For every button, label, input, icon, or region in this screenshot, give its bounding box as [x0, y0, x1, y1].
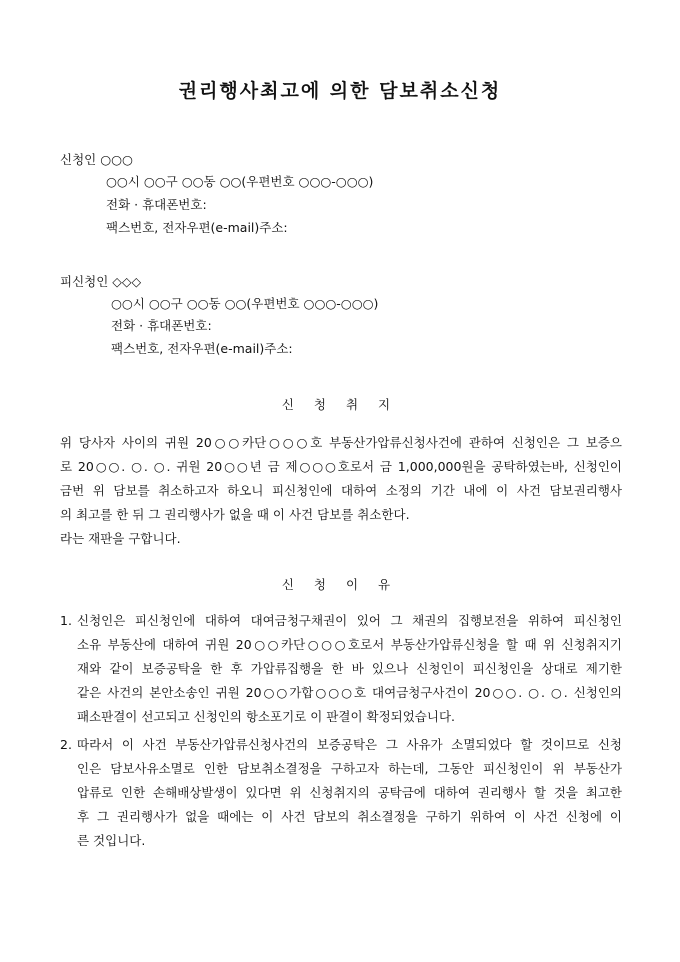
- respondent-fax-email: 팩스번호, 전자우편(e-mail)주소:: [111, 341, 293, 356]
- reason-line: 재와 같이 보증공탁을 한 후 가압류집행을 한 바 있으나 신청인이 피신청인을 상대로 제기한: [77, 661, 622, 676]
- purpose-line: 금번 위 담보를 취소하고자 하오니 피신청인에 대하여 소정의 기간 내에 이 사건 담보권리행사: [60, 483, 622, 498]
- applicant-label: 신청인 ○○○: [60, 152, 133, 167]
- reason-number: 1.: [60, 613, 72, 628]
- applicant-address: ○○시 ○○구 ○○동 ○○(우편번호 ○○○-○○○): [106, 174, 374, 189]
- purpose-heading: 신 청 취 지: [281, 397, 399, 412]
- reason-line: 른 것입니다.: [77, 833, 146, 848]
- document-title: 권리행사최고에 의한 담보취소신청: [178, 80, 502, 102]
- purpose-paragraph: [60, 431, 622, 551]
- reasons-heading: 신 청 이 유: [281, 577, 399, 592]
- respondent-phone: 전화 · 휴대폰번호:: [111, 318, 212, 333]
- reason-item-2: [60, 733, 622, 853]
- reason-line: 압류로 인한 손해배상발생이 있다면 위 신청취지의 공탁금에 대하여 권리행사 할 것을 최고한: [77, 785, 622, 800]
- reason-line: 소유 부동산에 대하여 귀원 20○○카단○○○호로서 부동산가압류신청을 할 때 위 신청취지기: [77, 637, 622, 652]
- respondent-address: ○○시 ○○구 ○○동 ○○(우편번호 ○○○-○○○): [111, 296, 379, 311]
- applicant-phone: 전화 · 휴대폰번호:: [106, 197, 207, 212]
- reason-line: 인은 담보사유소멸로 인한 담보취소결정을 구하고자 하는데, 그동안 피신청인이 위 부동산가: [77, 761, 622, 776]
- reason-line: 신청인은 피신청인에 대하여 대여금청구채권이 있어 그 채권의 집행보전을 위하여 피신청인: [77, 613, 622, 628]
- reason-item-1: [60, 609, 622, 729]
- purpose-line: 위 당사자 사이의 귀원 20○○카단○○○호 부동산가압류신청사건에 관하여 신청인은 그 보증으: [60, 435, 622, 450]
- reason-line: 같은 사건의 본안소송인 귀원 20○○가합○○○호 대여금청구사건이 20○○. ○. ○. 신청인의: [77, 685, 622, 700]
- reason-number: 2.: [60, 737, 72, 752]
- respondent-label: 피신청인 ◇◇◇: [60, 274, 142, 289]
- purpose-line: 라는 재판을 구합니다.: [60, 531, 181, 546]
- purpose-line: 로 20○○. ○. ○. 귀원 20○○년 금 제○○○호로서 금 1,000,000원을 공탁하였는바, 신청인이: [60, 459, 622, 474]
- purpose-line: 의 최고를 한 뒤 그 권리행사가 없을 때 이 사건 담보를 취소한다.: [60, 507, 410, 522]
- applicant-fax-email: 팩스번호, 전자우편(e-mail)주소:: [106, 220, 288, 235]
- reason-line: 따라서 이 사건 부동산가압류신청사건의 보증공탁은 그 사유가 소멸되었다 할 것이므로 신청: [77, 737, 622, 752]
- reason-line: 후 그 권리행사가 없을 때에는 이 사건 담보의 취소결정을 구하기 위하여 이 사건 신청에 이: [77, 809, 622, 824]
- reason-line: 패소판결이 선고되고 신청인의 항소포기로 이 판결이 확정되었습니다.: [77, 709, 455, 724]
